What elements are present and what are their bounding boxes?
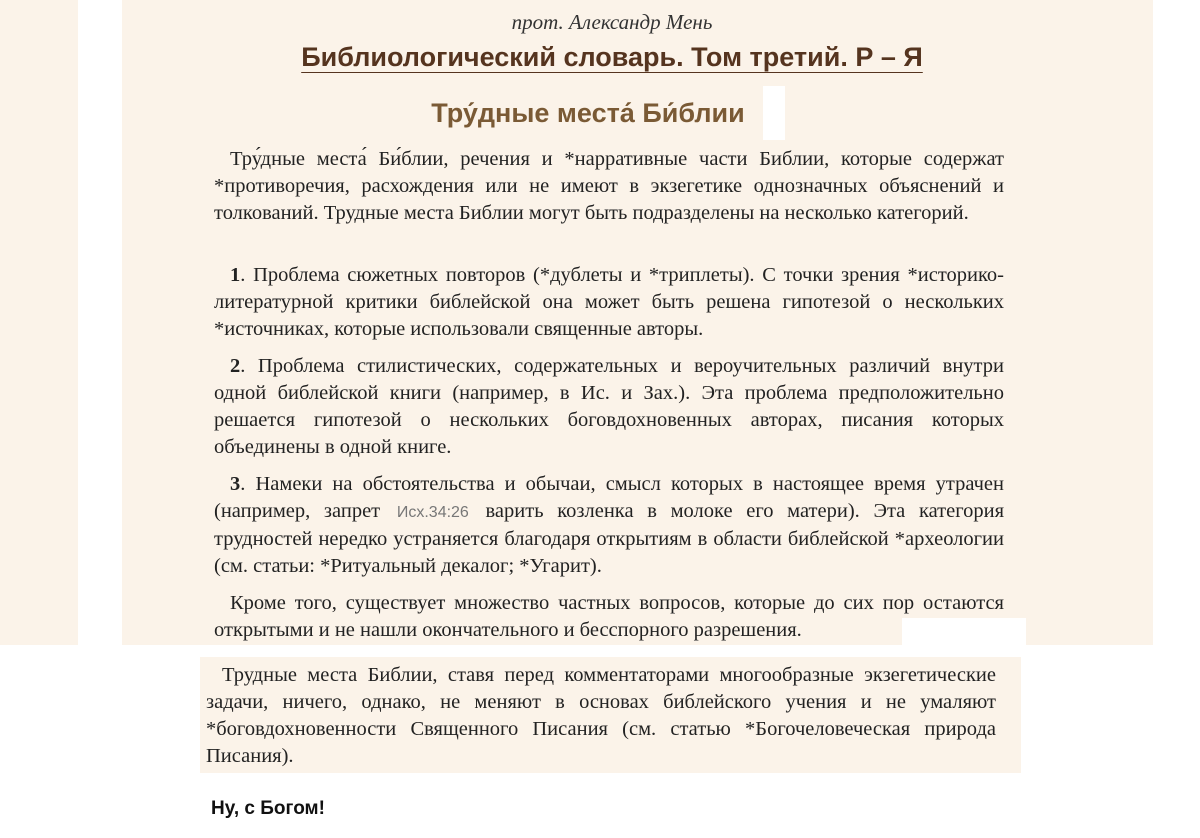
item-number: 3 — [230, 473, 241, 495]
article-title: Тру́дные места́ Би́блии — [431, 98, 745, 128]
article-paragraph-conclusion: Кроме того, существует множество частных вопросов, которые до сих пор остаются открытыми и не нашли окончательного и бесспорного разрешения. — [214, 592, 1004, 641]
paragraph-text: . Намеки на обстоятельства и обычаи, смысл которых в настоящее время утрачен (например, запрет — [214, 473, 1004, 522]
author-name: прот. Александр Мень — [511, 10, 713, 34]
item-number: 1 — [230, 264, 241, 286]
closing-remark: Ну, с Богом! — [211, 798, 325, 819]
background-panel-left — [0, 0, 78, 645]
paragraph-text: . Проблема стилистических, содержательных и вероучительных различий внутри одной библейской книги (например, в Ис. и Зах.). Эта проблема предположительно решается гипотезой о нескольких боговдохновенных авторах, писания которых объединены в одной книге. — [214, 355, 1004, 458]
article-paragraph-2 — [214, 353, 1004, 461]
dictionary-title[interactable] — [0, 42, 1200, 73]
article-paragraph-1 — [214, 262, 1004, 343]
item-number: 2 — [230, 355, 241, 377]
article-paragraph-intro: Тру́дные места́ Би́блии, речения и *нарративные части Библии, которые содержат *противоречия, расхождения или не имеют в экзегетике однозначных объяснений и толкований. Трудные места Библии могут быть подразделены на несколько категорий. — [214, 148, 1004, 224]
article-excerpt-paragraph: Трудные места Библии, ставя перед комментаторами многообразные экзегетические задачи, ничего, однако, не меняют в основах библейского учения и не умаляют *боговдохновенности Священного Писания (см. статью *Богочеловеческая природа Писания). — [206, 664, 996, 767]
dictionary-title-text[interactable]: Библиологический словарь. Том третий. Р – Я — [301, 42, 923, 72]
paragraph-text: варить козленка в молоке его матери). Эта категория трудностей нередко устраняется благодаря открытиям в области библейской *археологии (см. статьи: *Ритуальный декалог; *Угарит). — [214, 500, 1005, 577]
article-paragraph-3 — [214, 471, 1004, 580]
paragraph-text: . Проблема сюжетных повторов (*дублеты и *триплеты). С точки зрения *историко-литературной критики библейской она может быть решена гипотезой о нескольких *источниках, которые использовали священные авторы. — [214, 264, 1004, 340]
scripture-reference-link[interactable]: Исх.34:26 — [396, 504, 469, 521]
